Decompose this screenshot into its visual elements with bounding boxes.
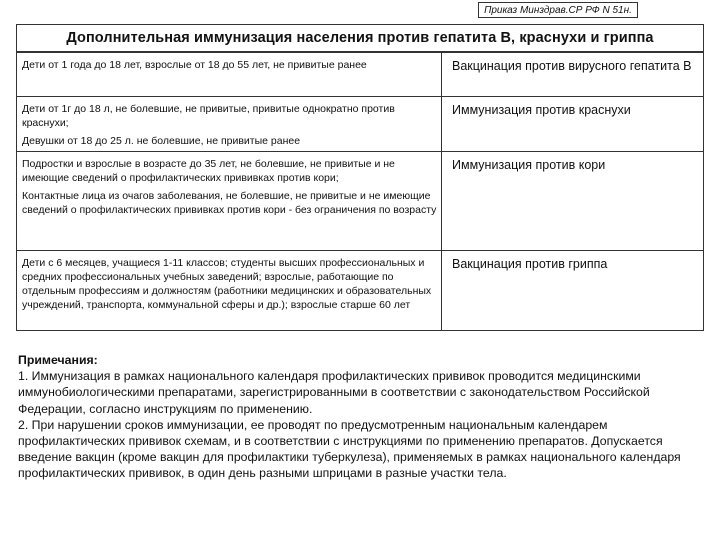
immunization-table [16,52,704,331]
vaccination-cell: Иммунизация против краснухи [442,97,704,152]
population-group-text: Контактные лица из очагов заболевания, не болевшие, не привитые и не имеющие сведений о профилактических прививках против кори - без ограничения по возрасту [22,190,437,217]
population-group-cell [17,97,442,152]
table-row [17,250,704,330]
population-group-cell [17,53,442,97]
population-group-text: Дети с 6 месяцев, учащиеся 1-11 классов; студенты высших профессиональных и средних профессиональных учебных заведений; взрослые, работающие по отдельным профессиям и должностям (работники медицинских и образовательных учреждений, транспорта, коммунальной сферы и др.); взрослые старше 60 лет [22,256,432,312]
population-group-text: Дети от 1г до 18 л, не болевшие, не привитые, привитые однократно против краснухи; [22,103,395,130]
vaccination-cell: Вакцинация против гриппа [442,250,704,330]
notes-section [18,352,698,482]
table-row [17,53,704,97]
order-reference: Приказ Минздрав.СР РФ N 51н. [478,2,638,18]
vaccination-cell: Вакцинация против вирусного гепатита В [442,53,704,97]
population-group-text: Девушки от 18 до 25 л. не болевшие, не привитые ранее [22,135,301,148]
page-title: Дополнительная иммунизация населения против гепатита В, краснухи и гриппа [16,24,704,52]
notes-heading: Примечания: [18,353,98,367]
population-group-text: Подростки и взрослые в возрасте до 35 лет, не болевшие, не привитые и не имеющие сведений о профилактических прививках против кори; [22,157,395,184]
table-row [17,151,704,250]
population-group-cell [17,151,442,250]
note-item: 1. Иммунизация в рамках национального календаря профилактических прививок проводится медицинскими иммунобиологическими препаратами, зарегистрированными в соответствии с законодательством Российской Федерации, согласно инструкциям по применению. [18,369,650,416]
population-group-text: Дети от 1 года до 18 лет, взрослые от 18 до 55 лет, не привитые ранее [22,59,367,71]
vaccination-cell: Иммунизация против кори [442,151,704,250]
table-row [17,97,704,152]
population-group-cell [17,250,442,330]
note-item: 2. При нарушении сроков иммунизации, ее проводят по предусмотренным национальным календарем профилактических прививок схемам, и в соответствии с инструкциями по применению препаратов. Допускается введение вакцин (кроме вакцин для профилактики туберкулеза), применяемых в рамках национального календаря профилактических прививок, в один день разными шприцами в разные участки тела. [18,417,681,481]
